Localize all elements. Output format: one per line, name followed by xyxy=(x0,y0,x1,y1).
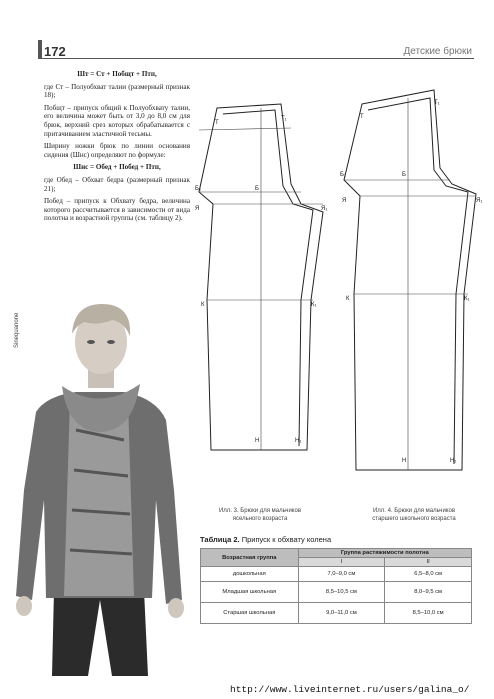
photo-credit: Sinequanone xyxy=(14,312,20,348)
table-title-number: Таблица 2. xyxy=(200,535,240,544)
source-url[interactable]: http://www.liveinternet.ru/users/galina_o/ xyxy=(230,684,470,695)
table-cell-value: 7,0–9,0 см xyxy=(298,567,385,582)
table-cell-group: дошкольная xyxy=(201,567,299,582)
table-subheader-1: I xyxy=(298,558,385,567)
label-h1: Н₁ xyxy=(450,458,457,464)
table-cell-value: 9,0–11,0 см xyxy=(298,603,385,624)
table-cell-group: Старшая школьная xyxy=(201,603,299,624)
header-rule xyxy=(38,58,474,59)
body-text xyxy=(44,70,190,227)
label-k1: К₁ xyxy=(311,302,317,308)
label-t: Т xyxy=(215,120,219,126)
paragraph-obed: где Обед – Обхват бедра (размерный признак 21); xyxy=(44,175,190,193)
label-ya1: Я₁ xyxy=(321,206,328,212)
table-row xyxy=(201,582,472,603)
paragraph-shns: Ширину ножки брюк по линии основания сидения (Шнс) определяют по формуле: xyxy=(44,142,190,159)
paragraph-pobsht: Побщт – припуск общий к Полуобхвату талии, его величина может быть от 3,0 до 8,0 см для брюк, верхний срез которых обрабатывается с притачиванием эластичной тесьмы. xyxy=(44,103,190,138)
pattern-figure-4 xyxy=(340,84,488,484)
table-cell-value: 6,5–8,0 см xyxy=(385,567,472,582)
label-t1: Т₁ xyxy=(434,100,440,106)
caption-figure-3 xyxy=(205,508,315,523)
label-t: Т xyxy=(360,114,364,120)
label-k1: К₁ xyxy=(464,296,470,302)
label-ya: Я xyxy=(195,206,200,212)
paragraph-pobed: Побед – припуск к Обхвату бедра, величина которого рассчитывается в зависимости от вида полотна и возрастной группы (см. таблицу 2). xyxy=(44,197,190,223)
label-k: К xyxy=(201,302,205,308)
table-cell-value: 8,0–9,5 см xyxy=(385,582,472,603)
table-cell-value: 8,5–10,5 см xyxy=(298,582,385,603)
table-title xyxy=(200,535,331,544)
caption-figure-4-line1: Илл. 4. Брюки для мальчиков xyxy=(372,508,456,514)
label-b: Б xyxy=(255,186,259,192)
formula-hip: Шнс = Обед + Побед + Птп, xyxy=(73,163,161,172)
table-header-group: Возрастная группа xyxy=(201,549,299,567)
label-k: К xyxy=(346,296,350,302)
table-cell-value: 8,5–10,0 см xyxy=(385,603,472,624)
caption-figure-4-line2: старшего школьного возраста xyxy=(372,515,456,522)
pattern-figure-3 xyxy=(195,100,335,460)
caption-figure-3-line1: Илл. 3. Брюки для мальчиков xyxy=(218,508,302,514)
paragraph-st: где Ст – Полуобхват талии (размерный признак 18); xyxy=(44,82,190,100)
label-b1: Б₁ xyxy=(340,172,346,178)
label-b: Б xyxy=(402,172,406,178)
table-row xyxy=(201,567,472,582)
caption-figure-4 xyxy=(352,508,476,523)
allowance-table xyxy=(200,548,472,624)
caption-figure-3-line2: ясельного возраста xyxy=(232,515,288,522)
label-ya: Я xyxy=(342,198,347,204)
page-number: 172 xyxy=(44,44,66,59)
boy-photo xyxy=(6,300,194,676)
label-h: Н xyxy=(402,458,407,464)
label-b1: Б₁ xyxy=(195,186,201,192)
table-title-text: Припуск к обхвату колена xyxy=(239,535,332,544)
label-h: Н xyxy=(255,438,260,444)
table-cell-group: Младшая школьная xyxy=(201,582,299,603)
header-accent-bar xyxy=(38,40,42,58)
table-row xyxy=(201,603,472,624)
table-header-stretch: Группа растяжимости полотна xyxy=(298,549,471,558)
label-h1: Н₁ xyxy=(295,438,302,444)
table-subheader-2: II xyxy=(385,558,472,567)
formula-waist: Шт = Ст + Побщт + Птп, xyxy=(77,70,157,78)
label-t1: Т₁ xyxy=(281,116,287,122)
running-head: Детские брюки xyxy=(403,46,472,57)
label-ya1: Я₁ xyxy=(476,198,483,204)
